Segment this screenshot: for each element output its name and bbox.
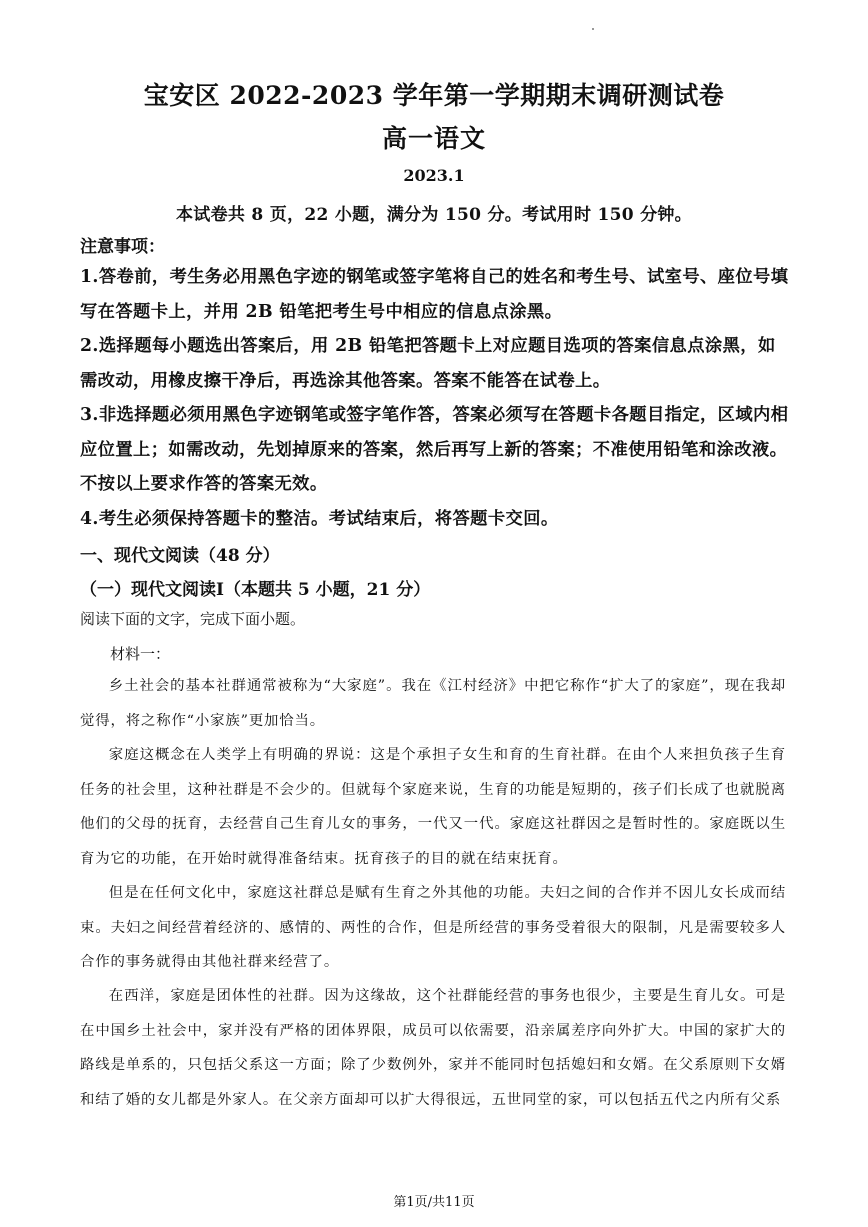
notice-item-4: 4.考生必须保持答题卡的整洁。考试结束后，将答题卡交回。 — [80, 509, 559, 529]
paragraph-2: 家庭这概念在人类学上有明确的界说：这是个承担子女生和育的生育社群。在由个人来担负孩子生育任务的社会里，这种社群是不会少的。但就每个家庭来说，生育的功能是短期的，孩子们长成了也就脱离他们的父母的抚育，去经营自己生育儿女的事务，一代又一代。家庭这社群因之是暂时性的。家庭既以生育为它的功能，在开始时就得准备结束。抚育孩子的目的就在结束抚育。 — [80, 747, 786, 867]
notice-item-3: 3.非选择题必须用黑色字迹钢笔或签字笔作答，答案必须写在答题卡各题目指定，区域内相应位置上；如需改动，先划掉原来的答案，然后再写上新的答案；不准使用铅笔和涂改液。不按以上要求作答的答案无效。 — [80, 405, 789, 494]
exam-date: 2023.1 — [403, 166, 465, 185]
paragraph-1: 乡土社会的基本社群通常被称为“大家庭”。我在《江村经济》中把它称作“扩大了的家庭”，现在我却觉得，将之称作“小家族”更加恰当。 — [80, 678, 786, 729]
reading-instruction: 阅读下面的文字，完成下面小题。 — [80, 610, 306, 628]
notice-item-1: 1.答卷前，考生务必用黑色字迹的钢笔或签字笔将自己的姓名和考生号、试室号、座位号填写在答题卡上，并用 2B 铅笔把考生号中相应的信息点涂黑。 — [80, 267, 789, 322]
decorative-dot — [592, 28, 594, 30]
page-number: 第1页/共11页 — [393, 1195, 475, 1210]
exam-title: 宝安区 2022-2023 学年第一学期期末调研测试卷 — [143, 81, 725, 110]
notice-heading: 注意事项： — [80, 237, 165, 257]
notice-item-2: 2.选择题每小题选出答案后，用 2B 铅笔把答题卡上对应题目选项的答案信息点涂黑，如需改动，用橡皮擦干净后，再选涂其他答案。答案不能答在试卷上。 — [80, 336, 776, 391]
exam-subject: 高一语文 — [381, 124, 486, 153]
section-subtitle: （一）现代文阅读Ⅰ（本题共 5 小题，21 分） — [80, 580, 431, 600]
paragraph-3: 但是在任何文化中，家庭这社群总是赋有生育之外其他的功能。夫妇之间的合作并不因儿女长成而结束。夫妇之间经营着经济的、感情的、两性的合作，但是所经营的事务受着很大的限制，凡是需要较多人合作的事务就得由其他社群来经营了。 — [80, 885, 786, 970]
paragraph-4: 在西洋，家庭是团体性的社群。因为这缘故，这个社群能经营的事务也很少，主要是生育儿女。可是在中国乡土社会中，家并没有严格的团体界限，成员可以依需要，沿亲属差序向外扩大。中国的家扩大的路线是单系的，只包括父系这一方面；除了少数例外，家并不能同时包括媳妇和女婿。在父系原则下女婿和结了婚的女儿都是外家人。在父亲方面却可以扩大得很远，五世同堂的家，可以包括五代之内所有父系 — [80, 988, 786, 1108]
section-title: 一、现代文阅读（48 分） — [80, 546, 280, 566]
material-label: 材料一： — [110, 645, 171, 663]
exam-summary: 本试卷共 8 页，22 小题，满分为 150 分。考试用时 150 分钟。 — [176, 205, 692, 225]
